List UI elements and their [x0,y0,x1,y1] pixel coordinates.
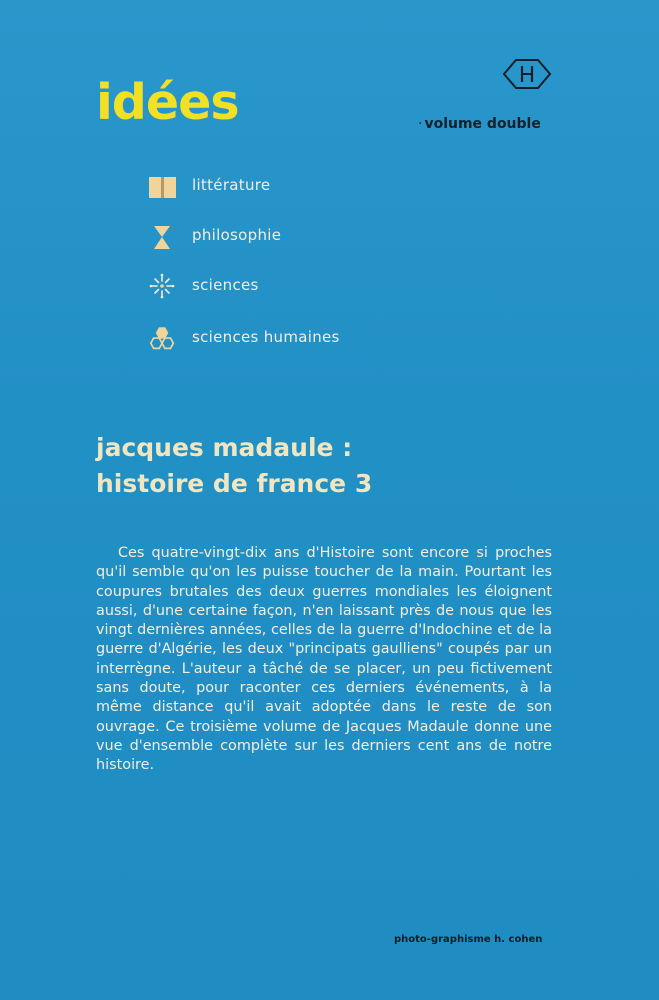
series-label-sciences-humaines: sciences humaines [192,328,340,346]
book-title: histoire de france 3 [96,469,373,498]
book-author: jacques madaule : [96,433,353,462]
volume-label: · volume double [418,116,541,132]
series-item-litterature [148,172,448,202]
series-item-sciences-humaines [148,324,448,354]
publisher-logo-icon [502,58,552,90]
hexagons-icon [148,324,178,354]
hourglass-icon [148,222,178,252]
volume-label-text: volume double [424,116,541,132]
series-brand-title: idées [96,74,239,131]
blurb-paragraph: Ces quatre-vingt-dix ans d'Histoire sont encore si proches qu'il semble qu'on les puisse toucher de la main. Pourtant les coupures brutales des deux guerres mondiales les éloignent aussi, d'une certaine façon, n'en laissant près de nous que les vingt dernières années, celles de la guerre d'Indochine et de la guerre d'Algérie, les deux "principats gaulliens" coupés par un interrègne. L'auteur a tâché de se placer, un peu fictivement sans doute, pour raconter ces derniers événements, à la même distance qu'il avait adoptée dans le reste de son ouvrage. Ce troisième volume de Jacques Madaule donne une vue d'ensemble complète sur les derniers cent ans de notre histoire. [96,545,552,774]
series-label-sciences: sciences [192,276,259,294]
book-title-block [96,430,372,502]
design-credit: photo-graphisme h. cohen [394,934,543,945]
series-label-philosophie: philosophie [192,226,282,244]
series-item-philosophie [148,222,448,252]
book-icon [148,172,178,202]
series-label-litterature: littérature [192,176,271,194]
series-item-sciences [148,272,448,302]
asterisk-star-icon [148,272,178,302]
